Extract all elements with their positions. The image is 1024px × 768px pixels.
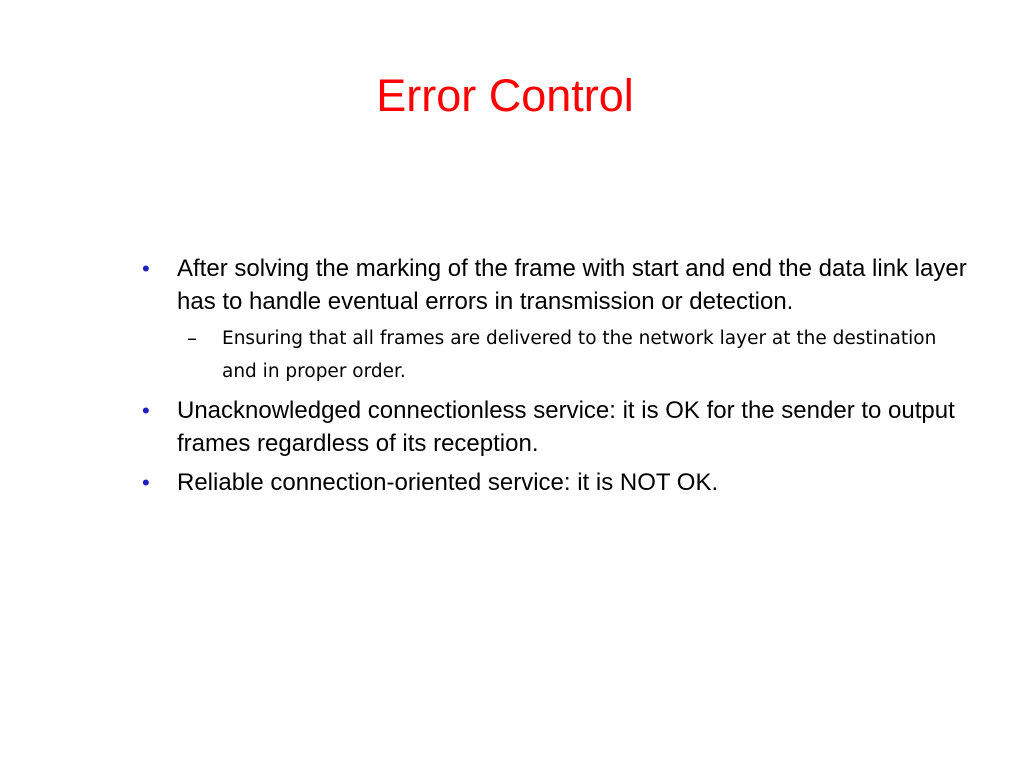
- bullet-item: [140, 466, 970, 499]
- sub-bullet-text: Ensuring that all frames are delivered to the network layer at the destination and in proper order.: [222, 328, 937, 382]
- bullet-list: [140, 252, 970, 499]
- sub-bullet-item: [177, 322, 970, 388]
- bullet-item: [140, 394, 970, 460]
- bullet-text: Reliable connection-oriented service: it is NOT OK.: [177, 469, 719, 496]
- bullet-text: After solving the marking of the frame with start and end the data link layer has to handle eventual errors in transmission or detection.: [177, 255, 967, 315]
- bullet-dot-icon: •: [142, 256, 150, 281]
- bullet-dot-icon: •: [142, 470, 150, 495]
- bullet-dot-icon: •: [142, 398, 150, 423]
- sub-bullet-list: [177, 322, 970, 388]
- dash-icon: –: [187, 326, 197, 350]
- slide-title: Error Control: [376, 70, 634, 121]
- bullet-text: Unacknowledged connectionless service: it is OK for the sender to output frames regardless of its reception.: [177, 397, 955, 457]
- bullet-item: [140, 252, 970, 388]
